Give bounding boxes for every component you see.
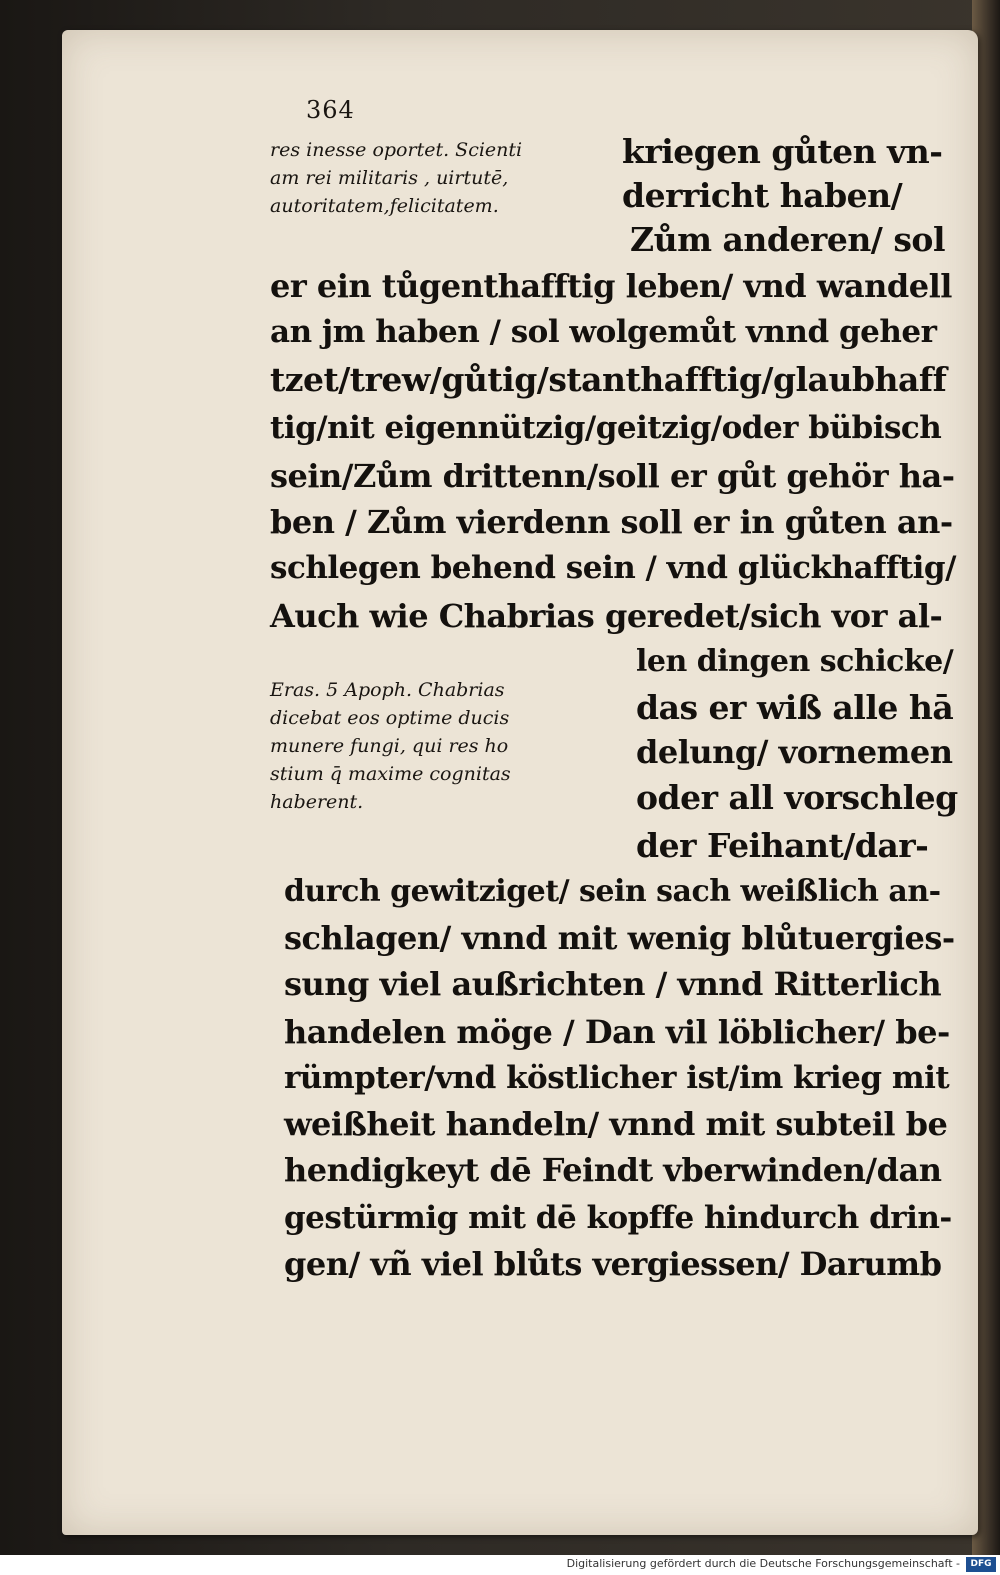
body-line: kriegen gůten vn-: [622, 132, 943, 171]
body-line: len dingen schicke/: [636, 644, 954, 679]
body-line: an jm haben / sol wolgemůt vnnd geher: [270, 314, 937, 350]
body-line: handelen möge / Dan vil löblicher/ be-: [284, 1013, 950, 1051]
body-line: gen/ vñ viel blůts vergiessen/ Darumb: [284, 1245, 942, 1283]
body-line: er ein tůgenthafftig leben/ vnd wandell: [270, 267, 952, 305]
body-line: durch gewitziget/ sein sach weißlich an-: [284, 874, 941, 909]
body-line: schlegen behend sein / vnd glückhafftig/: [270, 550, 956, 586]
margin-note-line: autoritatem,felicitatem.: [270, 195, 499, 217]
body-line: tig/nit eigennützig/geitzig/oder bübisch: [270, 410, 942, 446]
margin-note-line: Eras. 5 Apoph. Chabrias: [270, 679, 505, 701]
body-line: derricht haben/: [622, 176, 903, 215]
body-line: gestürmig mit dē kopffe hindurch drin-: [284, 1200, 952, 1236]
margin-note-line: haberent.: [270, 791, 364, 813]
footer-credit: Digitalisierung gefördert durch die Deutsche Forschungsgemeinschaft -: [566, 1557, 960, 1570]
margin-note-line: stium q̄ maxime cognitas: [270, 763, 511, 785]
dfg-logo: DFG: [966, 1557, 996, 1572]
margin-note-line: res inesse oportet. Scienti: [270, 139, 523, 161]
body-line: Zům anderen/ sol: [630, 220, 945, 259]
body-line: das er wiß alle hā: [636, 688, 954, 727]
body-line: delung/ vornemen: [636, 733, 953, 771]
margin-note-1: [270, 136, 522, 220]
body-line: sein/Zům drittenn/soll er gůt gehör ha-: [270, 457, 955, 495]
body-line: ben / Zům vierdenn soll er in gůten an-: [270, 503, 953, 541]
body-line: schlagen/ vnnd mit wenig blůtuergies-: [284, 919, 955, 957]
page-number: 364: [306, 96, 355, 124]
margin-note-2: [270, 676, 511, 816]
body-line: Auch wie Chabrias geredet/sich vor al-: [270, 597, 943, 635]
body-line: tzet/trew/gůtig/stanthafftig/glaubhaff: [270, 360, 947, 399]
body-line: weißheit handeln/ vnnd mit subteil be: [284, 1105, 948, 1143]
body-line: der Feihant/dar-: [636, 826, 929, 865]
body-line: hendigkeyt dē Feindt vberwinden/dan: [284, 1151, 942, 1189]
body-line: rümpter/vnd köstlicher ist/im krieg mit: [284, 1060, 950, 1096]
margin-note-line: dicebat eos optime ducis: [270, 707, 510, 729]
body-line: oder all vorschleg: [636, 778, 958, 817]
margin-note-line: munere fungi, qui res ho: [270, 735, 509, 757]
body-line: sung viel außrichten / vnnd Ritterlich: [284, 965, 942, 1003]
margin-note-line: am rei militaris , uirtutē,: [270, 167, 509, 189]
